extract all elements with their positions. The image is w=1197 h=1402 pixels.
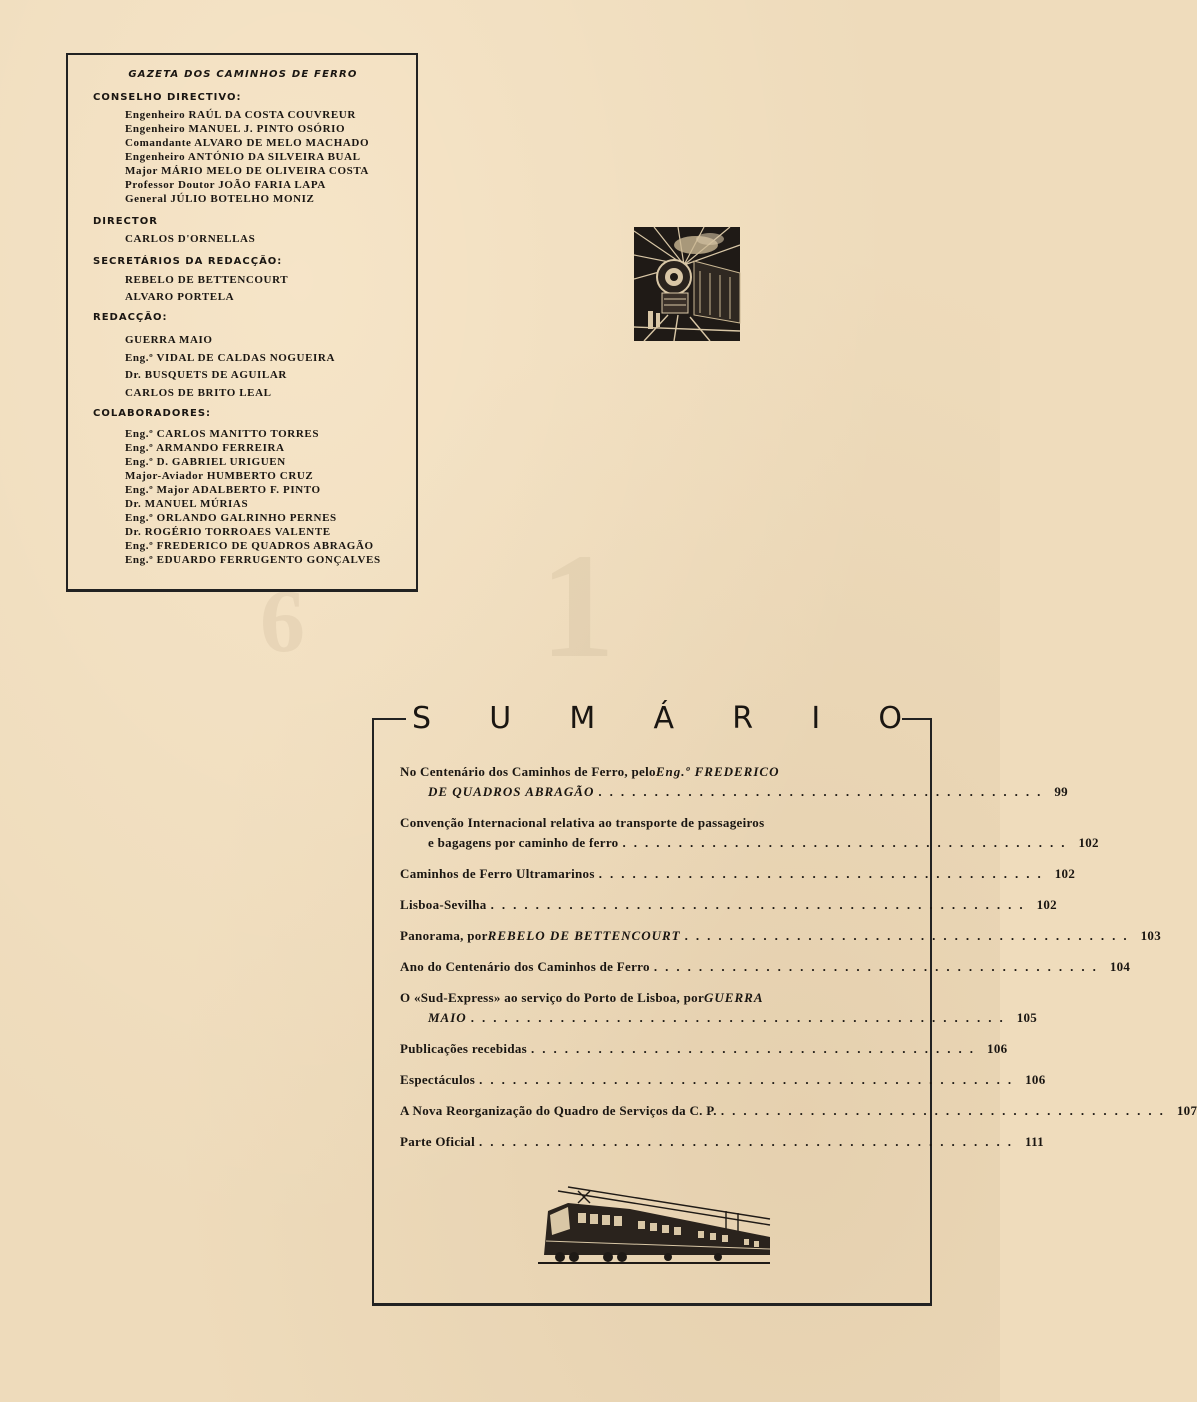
toc-entry[interactable]: [400, 1070, 1046, 1090]
dot-leader: ........................................: [720, 1103, 1171, 1118]
member-name: Dr. MANUEL MÚRIAS: [125, 498, 249, 510]
entry-title: A Nova Reorganização do Quadro de Serviços da C. P.: [400, 1103, 717, 1118]
dot-leader: ........................................: [531, 1041, 982, 1056]
toc-entry[interactable]: [400, 1039, 1008, 1059]
member-name: Engenheiro ANTÓNIO DA SILVEIRA BUAL: [125, 151, 361, 163]
member-name: Major-Aviador HUMBERTO CRUZ: [125, 470, 314, 482]
dot-leader: ................................................: [479, 1134, 1020, 1149]
member-list-redaccao: [125, 332, 416, 402]
table-of-contents: [400, 762, 1197, 1152]
page-number: 106: [1025, 1072, 1046, 1087]
entry-title: No Centenário dos Caminhos de Ferro, pelo: [400, 764, 656, 779]
section-heading-colaboradores: COLABORADORES:: [93, 408, 212, 419]
electric-train-icon: [538, 1185, 770, 1265]
entry-title: e bagagens por caminho de ferro: [428, 835, 619, 850]
member-name: Dr. ROGÉRIO TORROAES VALENTE: [125, 526, 331, 538]
member-list-director: [125, 232, 416, 246]
entry-title: Caminhos de Ferro Ultramarinos: [400, 866, 595, 881]
member-name: Eng.º ARMANDO FERREIRA: [125, 442, 285, 454]
member-name: CARLOS D'ORNELLAS: [125, 233, 256, 245]
page-number: 111: [1025, 1134, 1044, 1149]
entry-title: O «Sud-Express» ao serviço do Porto de Lisboa, por: [400, 990, 705, 1005]
dot-leader: ........................................: [598, 866, 1049, 881]
member-name: CARLOS DE BRITO LEAL: [125, 386, 272, 399]
member-name: Eng.º EDUARDO FERRUGENTO GONÇALVES: [125, 554, 381, 566]
toc-entry[interactable]: [400, 1101, 1197, 1121]
member-name: Professor Doutor JOÃO FARIA LAPA: [125, 179, 326, 191]
page-number: 103: [1140, 928, 1161, 943]
page-number: 102: [1036, 897, 1057, 912]
toc-entry[interactable]: [400, 762, 1068, 802]
toc-entry[interactable]: [400, 988, 1038, 1028]
page-number: 105: [1016, 1010, 1038, 1025]
dot-leader: ........................................: [598, 784, 1049, 799]
member-name: Dr. BUSQUETS DE AGUILAR: [125, 369, 287, 381]
member-name: ALVARO PORTELA: [125, 291, 235, 303]
entry-title: Publicações recebidas: [400, 1041, 528, 1056]
member-name: Eng.º Major ADALBERTO F. PINTO: [125, 484, 321, 496]
member-name: REBELO DE BETTENCOURT: [125, 274, 289, 286]
section-heading-conselho: CONSELHO DIRECTIVO:: [93, 92, 242, 103]
toc-entry[interactable]: [400, 813, 1099, 853]
locomotive-vignette-icon: [634, 227, 740, 341]
toc-entry[interactable]: [400, 1132, 1044, 1152]
toc-entry[interactable]: [400, 895, 1057, 915]
entry-author: GUERRA: [704, 990, 764, 1005]
page-number: 102: [1054, 866, 1076, 881]
title-letter: Á: [653, 700, 675, 736]
entry-title: Espectáculos: [400, 1072, 476, 1087]
dot-leader: ................................................: [470, 1010, 1011, 1025]
title-letter: M: [569, 700, 596, 736]
page-number: 99: [1054, 784, 1068, 799]
toc-entry[interactable]: [400, 864, 1076, 884]
entry-title: Parte Oficial: [400, 1134, 476, 1149]
member-list-conselho: [125, 108, 416, 206]
member-name: Eng.º CARLOS MANITTO TORRES: [125, 428, 320, 440]
title-letter: R: [732, 700, 754, 736]
dot-leader: ........................................: [653, 959, 1104, 974]
section-heading-director: DIRECTOR: [93, 216, 158, 227]
bleed-through-ghost: 6: [260, 572, 305, 671]
dot-leader: ................................................: [490, 897, 1031, 912]
entry-author: MAIO: [428, 1010, 467, 1025]
member-name: GUERRA MAIO: [125, 334, 213, 346]
page-number: 104: [1109, 959, 1131, 974]
section-heading-redaccao: REDACÇÃO:: [93, 312, 168, 323]
entry-title: Lisboa-Sevilha: [400, 897, 487, 912]
dot-leader: ........................................: [684, 928, 1135, 943]
member-name: Eng.º ORLANDO GALRINHO PERNES: [125, 512, 337, 524]
member-name: Engenheiro RAÚL DA COSTA COUVREUR: [125, 109, 356, 121]
dot-leader: ................................................: [479, 1072, 1020, 1087]
member-list-colaboradores: [125, 427, 416, 567]
dot-leader: ........................................: [622, 835, 1073, 850]
page-number: 106: [987, 1041, 1008, 1056]
masthead-title: GAZETA DOS CAMINHOS DE FERRO: [128, 69, 358, 80]
member-name: General JÚLIO BOTELHO MONIZ: [125, 193, 315, 205]
entry-title: Panorama, por: [400, 928, 488, 943]
section-heading-secretarios: SECRETÁRIOS DA REDACÇÃO:: [93, 256, 283, 267]
member-name: Comandante ALVARO DE MELO MACHADO: [125, 137, 370, 149]
entry-author: Eng.º FREDERICO: [655, 764, 780, 779]
entry-title: Ano do Centenário dos Caminhos de Ferro: [400, 959, 650, 974]
entry-author: REBELO DE BETTENCOURT: [487, 928, 681, 943]
member-name: Eng.º VIDAL DE CALDAS NOGUEIRA: [125, 351, 335, 364]
page-number: 102: [1078, 835, 1099, 850]
masthead-box: [66, 53, 418, 592]
entry-title: Convenção Internacional relativa ao transporte de passageiros: [400, 815, 765, 830]
member-name: Engenheiro MANUEL J. PINTO OSÓRIO: [125, 123, 346, 135]
member-name: Eng.º FREDERICO DE QUADROS ABRAGÃO: [125, 540, 374, 552]
toc-entry[interactable]: [400, 957, 1131, 977]
title-letter: O: [878, 700, 902, 736]
member-name: Major MÁRIO MELO DE OLIVEIRA COSTA: [125, 165, 369, 177]
member-list-secretarios: [125, 272, 416, 306]
title-letter: U: [489, 700, 512, 736]
title-letter: I: [811, 700, 821, 736]
entry-author: DE QUADROS ABRAGÃO: [428, 784, 595, 799]
member-name: Eng.º D. GABRIEL URIGUEN: [125, 456, 286, 468]
toc-entry[interactable]: [400, 926, 1161, 946]
title-letter: S: [412, 700, 432, 736]
bleed-through-ghost: 1: [540, 523, 615, 689]
page-number: 107: [1176, 1103, 1197, 1118]
